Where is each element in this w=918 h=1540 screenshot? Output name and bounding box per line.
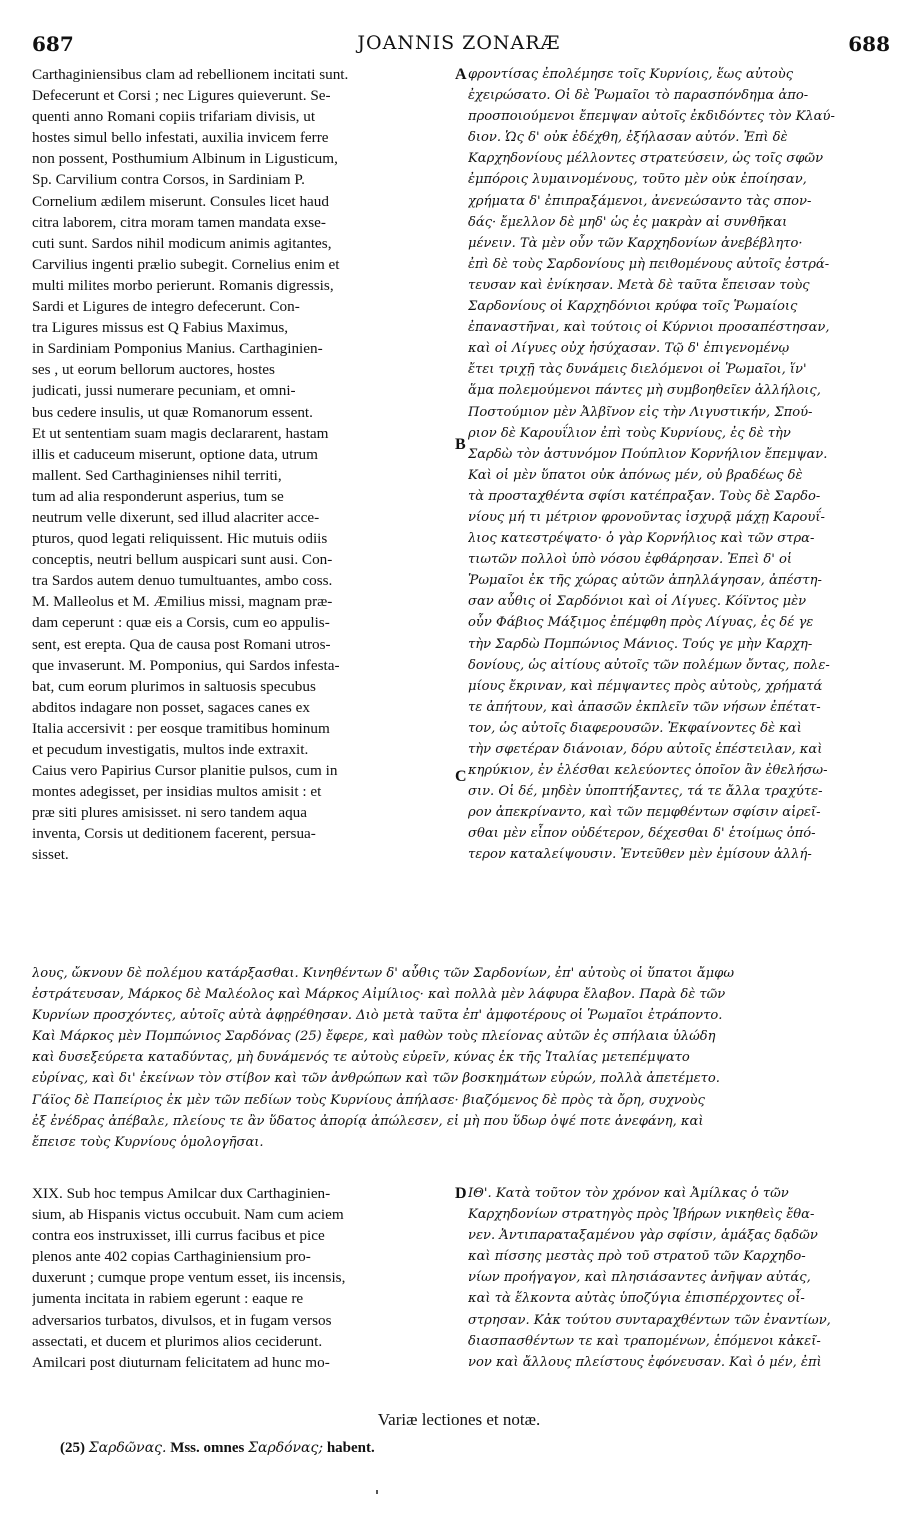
greek-full-line: καὶ δυσεξεύρετα καταδύντας, μὴ δυνάμενός τε αὐτοὺς εὑρεῖν, κύνας ἐκ τῆς Ἰταλίας μετεπέμψατο bbox=[32, 1050, 690, 1066]
greek-text-line: καὶ πίσσης μεστὰς πρὸ τοῦ στρατοῦ τῶν Καρχηδο- bbox=[468, 1249, 806, 1265]
greek-full-line: ἐστράτευσαν, Μάρκος δὲ Μαλέολος καὶ Μάρκος Αἰμίλιος· καὶ πολλὰ μὲν λάφυρα ἔλαβον. Παρὰ δὲ τῶν bbox=[32, 987, 726, 1003]
greek-text-line: διασπασθέντων τε καὶ τραπομένων, ἑπόμενοι κἀκεῖ- bbox=[468, 1333, 821, 1349]
greek-text-line: χρήματα δ' ἐπιπραξάμενοι, ἀνενεώσαντο τὰς σπον- bbox=[468, 193, 812, 209]
greek-text-line: δονίους, ὡς αἰτίους αὐτοῖς τῶν πολέμων ὄντας, πολε- bbox=[468, 657, 830, 673]
latin-text-line: neutrum velle dixerunt, sed illud alacriter acce- bbox=[32, 508, 320, 526]
latin-text-line: quenti anno Romani copiis trifariam divisis, ut bbox=[32, 108, 316, 126]
latin-text-line: Sp. Carvilium contra Corsos, in Sardiniam P. bbox=[32, 171, 305, 189]
latin-text-line: cuti sunt. Sardos nihil modicum animis agitantes, bbox=[32, 234, 332, 252]
greek-text-line: ἔτει τριχῇ τὰς δυνάμεις διελόμενοι οἱ Ῥωμαῖοι, ἵν' bbox=[468, 362, 807, 378]
greek-column-top bbox=[468, 64, 878, 866]
greek-full-line: Γάϊος δὲ Παπείριος ἐκ μὲν τῶν πεδίων τοὺς Κυρνίους ἀπήλασε· βιαζόμενος δὲ πρὸς τὰ ὄρη, συχνοὺς bbox=[32, 1092, 705, 1108]
ink-speck bbox=[376, 1490, 378, 1494]
greek-text-line: ἐπαναστῆναι, καὶ τούτοις οἱ Κύρνιοι προσαπέστησαν, bbox=[468, 320, 830, 336]
latin-text-line: Sardi et Ligures de integro defecerunt. Con- bbox=[32, 298, 300, 316]
greek-text-line: καὶ τὰ ἕλκοντα αὐτὰς ὑποζύγια ἐπισπέρχοντες οἶ- bbox=[468, 1291, 805, 1307]
margin-mark-a: A bbox=[455, 66, 467, 83]
greek-text-line: ΙΘ'. Κατὰ τοῦτον τὸν χρόνον καὶ Ἀμίλκας ὁ τῶν bbox=[468, 1186, 789, 1201]
latin-text-line: M. Malleolus et M. Æmilius missi, magnam præ- bbox=[32, 593, 333, 611]
greek-text-line: τερον καταλείψουσιν. Ἐντεῦθεν μὲν ἐμίσουν ἀλλή- bbox=[468, 847, 812, 863]
latin-text-line: præ siti plures amisisset. ni sero tandem aqua bbox=[32, 804, 308, 822]
latin-text-line: multi milites morbo perierunt. Romanis digressis, bbox=[32, 276, 334, 294]
margin-mark-c: C bbox=[455, 768, 467, 785]
greek-text-line: μένειν. Τὰ μὲν οὖν τῶν Καρχηδονίων ἀνεβέβλητο· bbox=[468, 235, 803, 251]
notes-heading: Variæ lectiones et notæ. bbox=[377, 1410, 541, 1429]
latin-text-line: judicati, jussi numerare pecuniam, et omni- bbox=[32, 382, 296, 400]
greek-text-line: στρησαν. Κἀκ τούτου συνταραχθέντων τῶν ἐναντίων, bbox=[468, 1312, 831, 1328]
latin-text-line: jumenta incitata in rabiem egerunt : eaque re bbox=[32, 1290, 304, 1308]
greek-text-line: νίων προήγαγον, καὶ πλησιάσαντες ἀνῆψαν αὐτάς, bbox=[468, 1270, 811, 1286]
greek-text-line: τευσαν καὶ ἐνίκησαν. Μετὰ δὲ ταῦτα ἔπεισαν τοὺς bbox=[468, 277, 810, 293]
latin-text-line: Et ut sententiam suam magis declararent, hastam bbox=[32, 424, 329, 442]
greek-text-line: Καρχηδονίων στρατηγὸς πρὸς Ἰβήρων νικηθεὶς ἔθα- bbox=[468, 1207, 815, 1223]
left-page-number: 687 bbox=[32, 32, 74, 56]
latin-text-line: bat, cum eorum plurimos in saltuosis specubus bbox=[32, 677, 316, 695]
greek-column-bottom bbox=[468, 1183, 878, 1373]
greek-text-line: ἅμα πολεμούμενοι πάντες μὴ συμβοηθεῖεν ἀλλήλοις, bbox=[468, 383, 821, 399]
margin-mark-b: B bbox=[455, 436, 466, 453]
greek-text-line: ἐμπόροις λυμαινομένους, τοῦτο μὲν οὐκ ἐποίησαν, bbox=[468, 172, 807, 188]
greek-text-line: Ποστούμιον μὲν Ἀλβῖνον εἰς τὴν Λιγυστικήν, Σπού- bbox=[468, 404, 813, 420]
greek-text-line: τὰ προσταχθέντα σφίσι κατέπραξαν. Τοὺς δὲ Σαρδο- bbox=[468, 488, 821, 504]
greek-text-line: ρον ἀπεκρίναντο, καὶ τῶν πεμφθέντων σφίσιν αἱρεῖ- bbox=[468, 805, 821, 821]
greek-text-line: σιν. Οἱ δέ, μηδὲν ὑποπτήξαντες, τά τε ἄλλα τραχύτε- bbox=[468, 784, 823, 800]
greek-text-line: καὶ οἱ Λίγυες οὐχ ἡσύχασαν. Τῷ δ' ἐπιγενομένῳ bbox=[468, 341, 790, 357]
greek-text-line: μίους ἔκριναν, καὶ πέμψαντες πρὸς αὐτοὺς, χρήματά bbox=[468, 678, 823, 694]
latin-text-line: duxerunt ; cumque prope ventum esset, iis incensis, bbox=[32, 1269, 346, 1287]
footnote-greek-variant: Σαρδόνας bbox=[248, 1440, 319, 1456]
margin-mark-d: D bbox=[455, 1185, 467, 1202]
latin-column-top bbox=[32, 64, 450, 866]
greek-text-line: τὴν Σαρδὼ Πομπώνιος Μάνιος. Τούς γε μὴν Καρχη- bbox=[468, 636, 813, 652]
greek-full-line: Καὶ Μάρκος μὲν Πομπώνιος Σαρδόνας (25) ἔφερε, καὶ μαθὼν τοὺς πλείονας αὐτῶν ἐς σπήλαια ὑλώδη bbox=[32, 1029, 716, 1045]
greek-text-line: οὖν Φάβιος Μάξιμος ἐπέμφθη πρὸς Λίγυας, ἐς δέ γε bbox=[468, 615, 814, 631]
greek-full-line: ἔπεισε τοὺς Κυρνίους ὁμολογῆσαι. bbox=[32, 1134, 264, 1150]
latin-text-line: contra eos instruxisset, illi currus facibus et pice bbox=[32, 1227, 325, 1245]
latin-text-line: hostes simul bello infestati, auxilia invicem ferre bbox=[32, 129, 329, 147]
latin-text-line: montes adegisset, per insidias multos amisit : et bbox=[32, 783, 322, 801]
latin-text-line: tum ad alia responderunt asperius, tum se bbox=[32, 487, 284, 505]
greek-text-line: νεν. Ἀντιπαραταξαμένου γὰρ σφίσιν, ἁμάξας δᾳδῶν bbox=[468, 1228, 818, 1244]
footnote-25: (25) Σαρδῶνας. Mss. omnes Σαρδόνας; habent. bbox=[60, 1440, 375, 1456]
latin-text-line: plenos ante 402 copias Carthaginiensium pro- bbox=[32, 1248, 311, 1266]
latin-column-bottom bbox=[32, 1183, 450, 1373]
latin-text-line: tra Sardos autem denuo tumultuantes, ambo coss. bbox=[32, 572, 333, 590]
right-page-number: 688 bbox=[848, 32, 890, 56]
latin-text-line: assectati, et ducem et plurimos alios ceciderunt. bbox=[32, 1332, 323, 1350]
latin-text-line: Amilcari post diuturnam felicitatem ad hunc mo- bbox=[32, 1353, 330, 1371]
latin-text-line: que invaserunt. M. Pomponius, qui Sardos infesta- bbox=[32, 656, 340, 674]
greek-text-line: νον καὶ ἄλλους πλείστους ἐφόνευσαν. Καὶ ὁ μέν, ἐπὶ bbox=[468, 1354, 822, 1370]
greek-full-line: Κυρνίων προσχόντες, αὐτοῖς αὐτὰ ἀφῃρέθησαν. Διὸ μετὰ ταῦτα ἐπ' ἀμφοτέρους οἱ Ῥωμαῖοι ἐτράποντο. bbox=[32, 1008, 723, 1024]
greek-text-line: δάς· ἔμελλον δὲ μηδ' ὡς ἐς μακρὰν αἱ συνθῆκαι bbox=[468, 214, 788, 230]
greek-text-line: τον, ὡς αὐτοῖς διαφερουσῶν. Ἐκφαίνοντες δὲ καὶ bbox=[468, 720, 802, 736]
greek-text-line: νίους μή τι μέτριον φρονοῦντας ἰσχυρᾷ μάχῃ Καρουΐ- bbox=[468, 509, 825, 525]
greek-text-line: διον. Ὡς δ' οὐκ ἐδέχθη, ἐξήλασαν αὐτόν. Ἐπὶ δὲ bbox=[468, 130, 788, 146]
latin-text-line: Defecerunt et Corsi ; nec Ligures quieverunt. Se- bbox=[32, 87, 331, 105]
footnote-text-end: habent. bbox=[326, 1440, 375, 1456]
latin-text-line: mallent. Sed Carthaginienses nihil territi, bbox=[32, 466, 282, 484]
greek-text-line: Σαρδονίους οἱ Καρχηδόνιοι κρύφα τοῖς Ῥωμαίοις bbox=[468, 299, 798, 315]
latin-text-line: bus cedere insulis, ut quæ Romanorum essent. bbox=[32, 403, 313, 421]
latin-text-line: Italia accersivit : per eosque tramitibus hominum bbox=[32, 719, 330, 737]
latin-text-line: tra Ligures missus est Q Fabius Maximus, bbox=[32, 319, 289, 337]
latin-text-line: XIX. Sub hoc tempus Amilcar dux Carthaginien- bbox=[32, 1185, 331, 1202]
greek-full-line: λους, ὤκνουν δὲ πολέμου κατάρξασθαι. Κινηθέντων δ' αὖθις τῶν Σαρδονίων, ἐπ' αὐτοὺς οἱ ὕπατοι ἄμφω bbox=[32, 966, 735, 981]
greek-text-line: Καὶ οἱ μὲν ὕπατοι οὐκ ἀπόνως μέν, οὐ βραδέως δὲ bbox=[468, 467, 803, 483]
greek-text-line: ριον δὲ Καρουΐλιον ἐπὶ τοὺς Κυρνίους, ἐς δὲ τὴν bbox=[468, 425, 791, 441]
latin-text-line: ses , ut eorum bellorum auctores, hostes bbox=[32, 361, 275, 379]
latin-text-line: dam ceperunt : quæ eis a Corsis, cum eo appulis- bbox=[32, 614, 330, 632]
greek-text-line: Σαρδὼ τὸν ἀστυνόμον Πούπλιον Κορνήλιον ἔπεμψαν. bbox=[468, 446, 828, 462]
latin-text-line: conceptis, neutri bellum auspicari sunt ausi. Con- bbox=[32, 551, 333, 569]
greek-text-line: ἐχειρώσατο. Οἱ δὲ Ῥωμαῖοι τὸ παρασπόνδημα ἀπο- bbox=[468, 88, 809, 104]
latin-text-line: abditos indagare non posset, sagaces canes ex bbox=[32, 698, 310, 716]
latin-text-line: et pecudum investigatis, multos inde extraxit. bbox=[32, 741, 309, 758]
latin-text-line: in Sardiniam Pomponius Manius. Carthaginien- bbox=[32, 340, 323, 358]
latin-text-line: sisset. bbox=[32, 846, 69, 864]
latin-text-line: pturos, quod legati reliquissent. Hic mutuis odiis bbox=[32, 530, 328, 548]
running-title: JOANNIS ZONARÆ bbox=[357, 32, 561, 54]
greek-text-line: σθαι μὲν εἶπον οὐδέτερον, δέχεσθαι δ' ἑτοίμως ὁπό- bbox=[468, 826, 816, 842]
greek-text-line: σαν αὖθις οἱ Σαρδόνιοι καὶ οἱ Λίγυες. Κόϊντος μὲν bbox=[468, 594, 807, 610]
latin-text-line: Cornelium ædilem miserunt. Consules licet haud bbox=[32, 192, 329, 210]
greek-text-line: τε ἀπήτουν, καὶ ἁπασῶν ἐκπλεῖν τῶν νήσων ἐπέτατ- bbox=[468, 699, 821, 715]
greek-text-line: κηρύκιον, ἐν ἑλέσθαι κελεύοντες ὁποῖον ἂν ἐθελήσω- bbox=[468, 763, 828, 779]
greek-full-line: ἐξ ἐνέδρας ἀπέβαλε, πλείους τε ἂν ὕδατος ἀπορίᾳ ἀπώλεσεν, εἰ μὴ που ὕδωρ ὀψέ ποτε ἀνεφάνη, καὶ bbox=[32, 1113, 704, 1129]
greek-text-line: τὴν σφετέραν διάνοιαν, δόρυ αὐτοῖς ἐπέστειλαν, καὶ bbox=[468, 742, 823, 757]
latin-text-line: Carvilius ingenti prælio subegit. Cornelius enim et bbox=[32, 255, 340, 273]
footnote-text: Mss. omnes bbox=[170, 1440, 245, 1456]
latin-text-line: Carthaginiensibus clam ad rebellionem incitati sunt. bbox=[32, 66, 349, 83]
greek-text-line: λιος κατεστρέψατο· ὁ γὰρ Κορνήλιος καὶ τῶν στρα- bbox=[468, 531, 815, 547]
latin-text-line: sent, est erepta. Qua de causa post Romani utros- bbox=[32, 635, 331, 653]
latin-text-line: citra laborem, citra moram tamen mandata exse- bbox=[32, 213, 326, 231]
greek-text-line: τιωτῶν πολλοὶ ὑπὸ νόσου ἐφθάρησαν. Ἐπεὶ δ' οἱ bbox=[468, 552, 793, 568]
latin-text-line: inventa, Corsis ut deditionem facerent, persua- bbox=[32, 825, 316, 843]
latin-text-line: adversarios turbatos, divulsos, et in fugam versos bbox=[32, 1311, 332, 1329]
footnote-greek-word: Σαρδῶνας. bbox=[88, 1440, 167, 1456]
latin-text-line: illis et caduceum miserunt, optione data, utrum bbox=[32, 445, 318, 463]
greek-full-width-passage bbox=[32, 963, 886, 1153]
greek-text-line: Ῥωμαῖοι ἐκ τῆς χώρας αὐτῶν ἀπηλλάγησαν, ἀπέστη- bbox=[468, 573, 822, 589]
greek-full-line: εὐρίνας, καὶ δι' ἐκείνων τὸν στίβον καὶ τῶν ἀνθρώπων καὶ τῶν βοσκημάτων εὑρών, πολλὰ ἀπετέμετο. bbox=[32, 1071, 720, 1087]
latin-text-line: Caius vero Papirius Cursor planitie pulsos, cum in bbox=[32, 762, 338, 780]
latin-text-line: sium, ab Hispanis victus occubuit. Nam cum aciem bbox=[32, 1206, 344, 1224]
greek-text-line: φροντίσας ἐπολέμησε τοῖς Κυρνίοις, ἕως αὐτοὺς bbox=[468, 67, 794, 82]
footnote-number: (25) bbox=[60, 1440, 85, 1456]
latin-text-line: non possent, Posthumium Albinum in Ligusticum, bbox=[32, 150, 338, 168]
greek-text-line: Καρχηδονίους μέλλοντες στρατεύσειν, ὡς τοῖς σφῶν bbox=[468, 151, 824, 167]
greek-text-line: ἐπὶ δὲ τοὺς Σαρδονίους μὴ πειθομένους αὐτοῖς ἐστρά- bbox=[468, 256, 830, 272]
greek-text-line: προσποιούμενοι ἔπεμψαν αὐτοῖς ἐκδιδόντες τὸν Κλαύ- bbox=[468, 109, 835, 125]
